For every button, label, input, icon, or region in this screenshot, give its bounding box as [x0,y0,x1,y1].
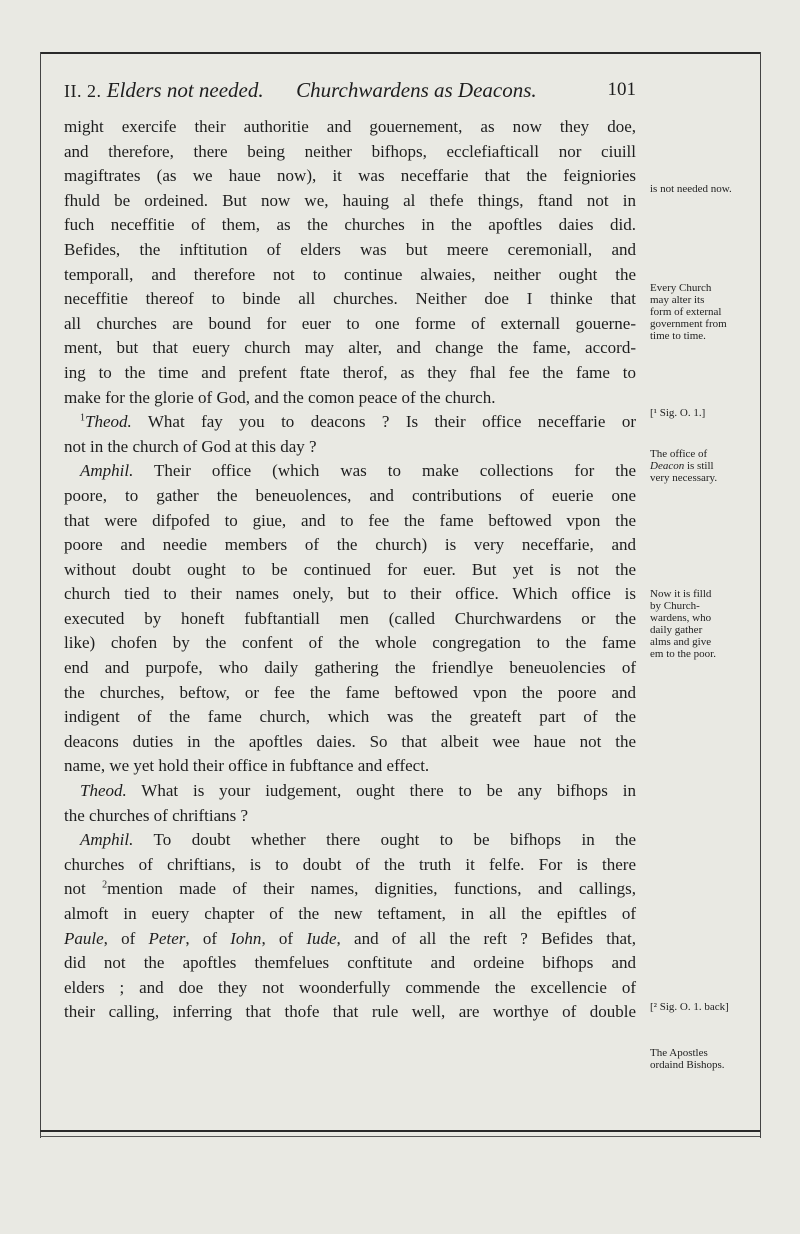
running-title-left: Elders not needed. [106,78,264,102]
text-line: poore and needie members of the church) is very neceffarie, and [64,535,636,555]
margin-note-churchwardens: Now it is filld by Church- wardens, who daily gather alms and give em to the poor. [650,588,716,660]
speaker-name: Theod. [80,781,127,801]
margin-note-deacon: The office of Deacon is still very necessary. [650,448,718,484]
margin-note-church-alter: Every Church may alter its form of external government from time to time. [650,282,727,342]
text-line: their calling, inferring that thofe that rule well, are worthye of double [64,1002,636,1022]
text-line: not in the church of God at this day ? [64,436,317,456]
text-line: neceffitie thereof to binde all churches. Neither doe I thinke that [64,289,636,309]
text-line: ment, but that euery church may alter, and change the fame, accord- [64,338,636,358]
margin-note-not-needed: is not needed now. [650,183,732,195]
footnote-marker: 2 [102,879,108,891]
page-number: 101 [607,79,636,100]
text-line: poore, to gather the beneuolences, and contributions of euerie one [64,485,636,505]
text-line: Paule, of Peter, of Iohn, of Iude, and of all the reft ? Befides that, [64,928,636,948]
answer-line: Amphil. Their office (which was to make collections for the [80,461,636,481]
text-line: churches of chriftians, is to doubt of the truth it felfe. For is there [64,854,636,874]
footnote-marker: 1 [80,412,85,424]
answer-line: Amphil. To doubt whether there ought to be bifhops in the [80,830,636,850]
text-line: elders ; and doe they not woonderfully commende the excellencie of [64,977,636,997]
text-line: make for the glorie of God, and the comon peace of the church. [64,387,496,407]
text-line: fhuld be ordeined. But now we, hauing al thefe things, ftand not in [64,190,636,210]
text-line: Befides, the inftitution of elders was but meere ceremoniall, and [64,239,636,259]
text-line: that were difpofed to giue, and to fee the fame beftowed vpon the [64,510,636,530]
text-line: church tied to their names onely, but to their office. Which office is [64,584,636,604]
running-head [64,76,636,105]
text-line: the churches of chriftians ? [64,805,249,825]
text-line: the churches, beftow, or fee the fame beftowed vpon the poore and [64,682,636,702]
running-title-right: Churchwardens as Deacons. [296,78,537,102]
margin-note-signature-2: [² Sig. O. 1. back] [650,1001,729,1013]
text-line: temporall, and therefore not to continue alwaies, neither ought the [64,264,636,284]
bottom-rule [40,1130,760,1132]
text-line: fuch neceffitie of them, as the churches in the apoftles daies did. [64,215,636,235]
text-line: not $^2$mention made of their names, dignities, functions, and callings, [64,879,636,899]
speaker-name: Amphil. [80,461,134,481]
text-line: did not the apoftles themfelues conftitute and ordeine bifhops and [64,953,636,973]
speaker-name: Amphil. [80,830,134,850]
left-border [40,52,41,1138]
text-line: deacons duties in the apoftles daies. So that albeit wee haue not the [64,731,636,751]
text-line: end and purpofe, who daily gathering the friendlye beneuolencies of [64,658,636,678]
page-body [64,115,636,1025]
speaker-name: Theod. [85,412,132,432]
top-rule [40,52,760,54]
text-line: ing to the time and prefent ftate therof, as they fhal fee the fame to [64,362,636,382]
text-line: all churches are bound for euer to one forme of externall gouerne- [64,313,636,333]
text-line: almoft in euery chapter of the new teftament, in all the epiftles of [64,904,636,923]
text-line: magiftrates (as we haue now), it was neceffarie that the feigniories [64,166,636,186]
margin-note-apostles: The Apostles ordaind Bishops. [650,1047,725,1071]
text-line: without doubt ought to be continued for euer. But yet is not the [64,559,636,579]
text-line: and therefore, there being neither bifhops, ecclefiafticall nor ciuill [64,141,636,161]
text-line: like) chofen by the confent of the whole congregation to the fame [64,633,636,653]
text-line: name, we yet hold their office in fubftance and effect. [64,756,430,776]
text-line: executed by honeft fubftantiall men (called Churchwardens or the [64,608,636,628]
text-line: might exercife their authoritie and gouernement, as now they doe, [64,117,636,136]
text-line: indigent of the fame church, which was the greateft part of the [64,707,636,727]
question-line: Theod. What is your iudgement, ought there to be any bifhops in [80,781,636,801]
section-number: II. 2. [64,81,102,101]
bottom-rule-thin [40,1136,760,1137]
margin-note-signature-1: [¹ Sig. O. 1.] [650,407,706,419]
question-line: $^1$Theod. What fay you to deacons ? Is their office neceffarie or [80,412,636,432]
